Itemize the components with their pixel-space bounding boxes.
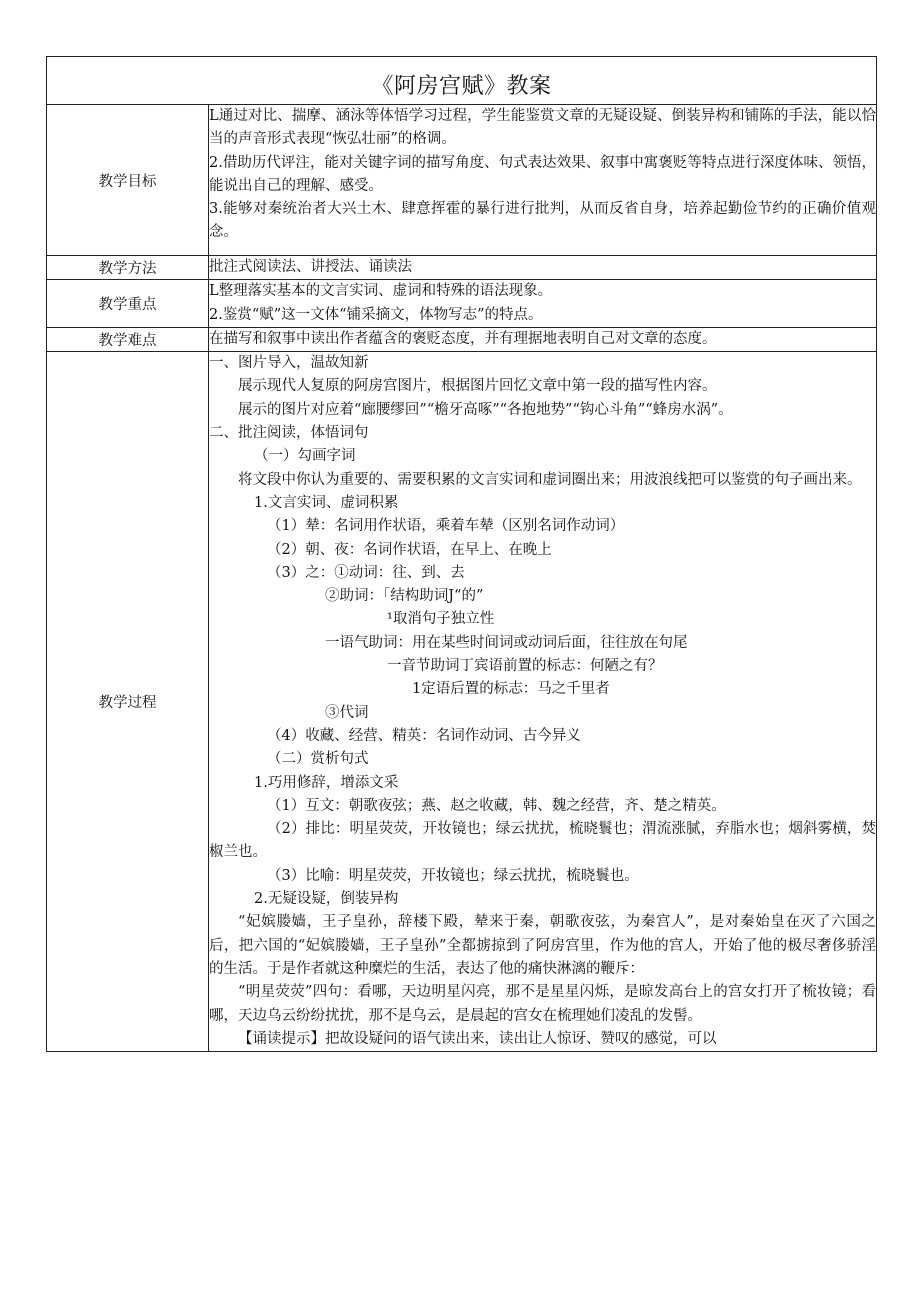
list-item: （3）之：①动词：往、到、去 <box>267 564 465 581</box>
process-content <box>209 352 877 1052</box>
paragraph: 展示的图片对应着“廊腰缪回”“檐牙高啄”“各抱地势”“钩心斗角”“蜂房水涡”。 <box>238 401 733 418</box>
methods-text: 批注式阅读法、讲授法、诵读法 <box>209 259 412 275</box>
goals-row <box>47 105 877 256</box>
title-cell <box>47 57 877 105</box>
list-subitem: ¹取消句子独立性 <box>387 611 495 628</box>
difficulties-label: 教学难点 <box>47 327 209 351</box>
paragraph: “明星荧荧”四句：看哪，天边明星闪亮，那不是星星闪烁，是晾发高台上的宫女打开了梳妆镜；看哪，天边乌云纷纷扰扰，那不是乌云，是晨起的宫女在梳理她们凌乱的发髻。 <box>209 984 877 1024</box>
list-subitem: 1定语后置的标志：马之千里者 <box>412 681 610 698</box>
list-heading: 2.无疑设疑，倒装异构 <box>254 891 399 908</box>
paragraph: 展示现代人复原的阿房宫图片，根据图片回忆文章中第一段的描写性内容。 <box>238 378 717 395</box>
list-item: （1）辇：名词用作状语，乘着车辇（区别名词作动词） <box>267 518 625 535</box>
list-heading: 1.文言实词、虚词积累 <box>254 494 399 511</box>
goal-item: L通过对比、揣摩、涵泳等体悟学习过程，学生能鉴赏文章的无疑设疑、倒装异构和铺陈的手法，能以恰当的声音形式表现“恢弘壮丽”的格调。 <box>209 108 877 148</box>
list-item: （2）朝、夜：名词作状语，在早上、在晚上 <box>267 541 552 558</box>
title-row <box>47 57 877 105</box>
methods-content <box>209 256 877 280</box>
list-item: （3）比喻：明星荧荧，开妆镜也；绿云扰扰，梳晓鬟也。 <box>267 867 639 884</box>
goal-item: 3.能够对秦统治者大兴土木、肆意挥霍的暴行进行批判，从而反省自身，培养起勤俭节约的正确价值观念。 <box>209 201 877 241</box>
list-item: （2）排比：明星荧荧，开妆镜也；绿云扰扰，梳晓鬟也；渭流涨腻，弃脂水也；烟斜雾横，焚椒兰也。 <box>209 821 877 861</box>
key-point-item: L整理落实基本的文言实词、虚词和特殊的语法现象。 <box>209 283 553 300</box>
paragraph: 将文段中你认为重要的、需要积累的文言实词和虚词圈出来；用波浪线把可以鉴赏的句子画出来。 <box>238 471 862 488</box>
page-title: 《阿房宫赋》教案 <box>371 74 552 99</box>
list-item: （4）收藏、经营、精英：名词作动词、古今异义 <box>267 727 581 744</box>
list-heading: 1.巧用修辞，增添文采 <box>254 774 399 791</box>
reading-tip: 【诵读提示】把故设疑问的语气读出来，读出让人惊讶、赞叹的感觉，可以 <box>238 1030 717 1047</box>
list-subitem: ③代词 <box>325 704 369 721</box>
methods-row <box>47 256 877 280</box>
list-item: （1）互文：朝歌夜弦；燕、赵之收藏，韩、魏之经营，齐、楚之精英。 <box>267 797 726 814</box>
lesson-plan-sheet <box>46 56 876 1052</box>
list-subitem: 一音节助词丁宾语前置的标志：何陋之有？ <box>387 658 663 675</box>
methods-label: 教学方法 <box>47 256 209 280</box>
paragraph: “妃嫔媵嫱，王子皇孙，辞楼下殿，辇来于秦，朝歌夜弦，为秦宫人”，是对秦始皇在灭了六国之后，把六国的“妃嫔媵嫱，王子皇孙”全都掳掠到了阿房宫里，作为他的宫人，开始了他的极尽奢侈骄淫的生活。于是作者就这种糜烂的生活，表达了他的痛快淋漓的鞭斥： <box>209 914 877 977</box>
key-points-content <box>209 280 877 328</box>
goal-item: 2.借助历代评注，能对关键字词的描写角度、句式表达效果、叙事中寓褒贬等特点进行深度体味、领悟，能说出自己的理解、感受。 <box>209 154 877 194</box>
subsection-heading: （一）勾画字词 <box>254 448 356 465</box>
list-subitem: ②助词：「结构助词J“的” <box>325 588 484 605</box>
difficulties-row <box>47 327 877 351</box>
subsection-heading: （二）赏析句式 <box>267 751 369 768</box>
process-row <box>47 352 877 1052</box>
key-point-item: 2.鉴赏“赋”这一文体“铺采摘文，体物写志”的特点。 <box>209 306 543 323</box>
difficulties-content <box>209 327 877 351</box>
key-points-row <box>47 280 877 328</box>
key-points-label: 教学重点 <box>47 280 209 328</box>
goals-label: 教学目标 <box>47 105 209 256</box>
lesson-plan-table <box>46 56 877 1052</box>
process-label: 教学过程 <box>47 352 209 1052</box>
section-heading: 一、图片导入，温故知新 <box>209 355 369 372</box>
difficulties-text: 在描写和叙事中读出作者蕴含的褒贬态度，并有理据地表明自己对文章的态度。 <box>209 330 717 347</box>
goals-content <box>209 105 877 256</box>
section-heading: 二、批注阅读，体悟词句 <box>209 425 369 442</box>
list-subitem: 一语气助词：用在某些时间词或动词后面，往往放在句尾 <box>325 634 688 651</box>
